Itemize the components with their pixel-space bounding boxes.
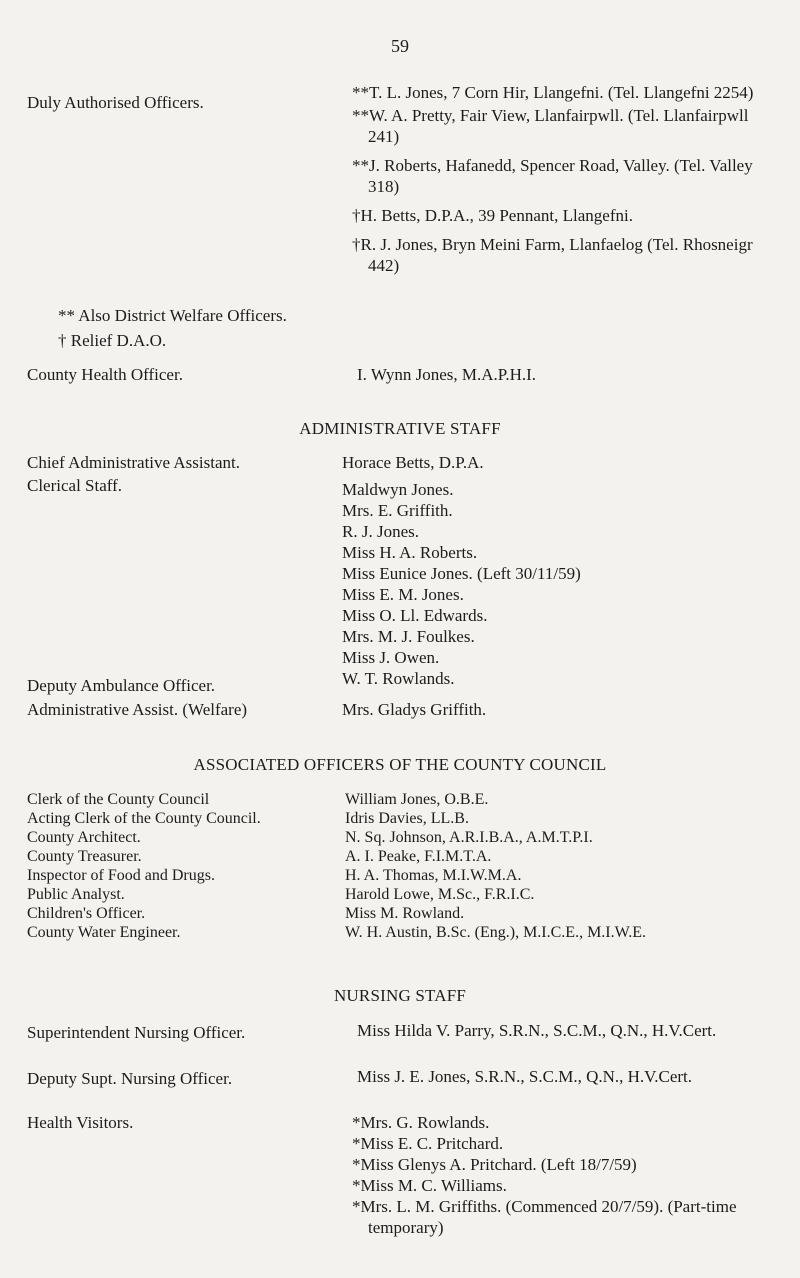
clerical-item: Maldwyn Jones.	[342, 480, 454, 499]
visitor-item: *Mrs. L. M. Griffiths. (Commenced 20/7/59). (Part-time temporary)	[352, 1197, 737, 1237]
visitor-item: *Miss E. C. Pritchard.	[352, 1134, 504, 1153]
associated-label: Acting Clerk of the County Council.	[27, 810, 261, 827]
clerical-item: Miss E. M. Jones.	[342, 585, 464, 604]
associated-label: Clerk of the County Council	[27, 791, 210, 808]
page-number: 59	[391, 36, 409, 56]
associated-value: William Jones, O.B.E.	[345, 791, 489, 808]
associated-label: County Treasurer.	[27, 848, 142, 865]
associated-value: A. I. Peake, F.I.M.T.A.	[345, 848, 492, 865]
admin-staff-heading-text: ADMINISTRATIVE STAFF	[299, 419, 501, 438]
note-relief-dao: † Relief D.A.O.	[58, 331, 167, 350]
visitors-list	[352, 1112, 762, 1238]
clerical-item: Miss Eunice Jones. (Left 30/11/59)	[342, 564, 581, 583]
associated-value: H. A. Thomas, M.I.W.M.A.	[345, 867, 522, 884]
associated-label: County Water Engineer.	[27, 924, 181, 941]
officer-entry: †R. J. Jones, Bryn Meini Farm, Llanfaelog (Tel. Rhosneigr 442)	[352, 235, 753, 275]
note-district-welfare: ** Also District Welfare Officers.	[58, 306, 287, 325]
clerical-item: Miss O. Ll. Edwards.	[342, 606, 488, 625]
visitor-item: *Miss Glenys A. Pritchard. (Left 18/7/59)	[352, 1155, 637, 1174]
deputy-nursing-value: Miss J. E. Jones, S.R.N., S.C.M., Q.N., H.V.Cert.	[357, 1067, 693, 1086]
ambulance-value: W. T. Rowlands.	[342, 669, 455, 688]
clerical-item: R. J. Jones.	[342, 522, 419, 541]
admin-staff-heading	[0, 418, 800, 439]
officers-label: Duly Authorised Officers.	[27, 93, 204, 112]
associated-heading-text: ASSOCIATED OFFICERS OF THE COUNTY COUNCIL	[193, 755, 607, 774]
welfare-value: Mrs. Gladys Griffith.	[342, 700, 487, 719]
clerical-item: Miss J. Owen.	[342, 648, 440, 667]
ambulance-label: Deputy Ambulance Officer.	[27, 676, 216, 695]
associated-labels	[27, 790, 261, 942]
associated-value: Harold Lowe, M.Sc., F.R.I.C.	[345, 886, 535, 903]
visitor-item: *Miss M. C. Williams.	[352, 1176, 507, 1195]
associated-heading	[0, 754, 800, 775]
associated-label: Children's Officer.	[27, 905, 146, 922]
associated-label: Public Analyst.	[27, 886, 125, 903]
associated-values	[345, 790, 765, 942]
welfare-label: Administrative Assist. (Welfare)	[27, 700, 248, 719]
chief-admin-label: Chief Administrative Assistant.	[27, 453, 240, 472]
clerical-item: Mrs. M. J. Foulkes.	[342, 627, 475, 646]
health-officer-label: County Health Officer.	[27, 365, 183, 384]
officer-entry: †H. Betts, D.P.A., 39 Pennant, Llangefni.	[352, 206, 633, 225]
chief-admin-value: Horace Betts, D.P.A.	[342, 453, 484, 472]
officer-entry: **J. Roberts, Hafanedd, Spencer Road, Valley. (Tel. Valley 318)	[352, 156, 753, 196]
clerical-item: Miss H. A. Roberts.	[342, 543, 478, 562]
officers-list	[352, 82, 757, 276]
clerical-item: Mrs. E. Griffith.	[342, 501, 453, 520]
officer-entry: **T. L. Jones, 7 Corn Hir, Llangefni. (Tel. Llangefni 2254)	[352, 83, 754, 102]
nursing-heading	[0, 985, 800, 1006]
clerical-list	[342, 479, 581, 668]
nursing-heading-text: NURSING STAFF	[333, 986, 467, 1005]
associated-value: N. Sq. Johnson, A.R.I.B.A., A.M.T.P.I.	[345, 829, 593, 846]
health-officer-value: I. Wynn Jones, M.A.P.H.I.	[357, 365, 537, 384]
associated-label: Inspector of Food and Drugs.	[27, 867, 215, 884]
visitors-label: Health Visitors.	[27, 1113, 134, 1132]
deputy-nursing-label: Deputy Supt. Nursing Officer.	[27, 1069, 233, 1088]
visitor-item: *Mrs. G. Rowlands.	[352, 1113, 490, 1132]
superintendent-label: Superintendent Nursing Officer.	[27, 1023, 246, 1042]
officer-entry: **W. A. Pretty, Fair View, Llanfairpwll. (Tel. Llanfairpwll 241)	[352, 106, 749, 146]
associated-label: County Architect.	[27, 829, 141, 846]
associated-value: Miss M. Rowland.	[345, 905, 465, 922]
associated-value: W. H. Austin, B.Sc. (Eng.), M.I.C.E., M.I.W.E.	[345, 924, 647, 941]
superintendent-value: Miss Hilda V. Parry, S.R.N., S.C.M., Q.N., H.V.Cert.	[357, 1021, 717, 1040]
clerical-label: Clerical Staff.	[27, 476, 123, 495]
associated-value: Idris Davies, LL.B.	[345, 810, 469, 827]
